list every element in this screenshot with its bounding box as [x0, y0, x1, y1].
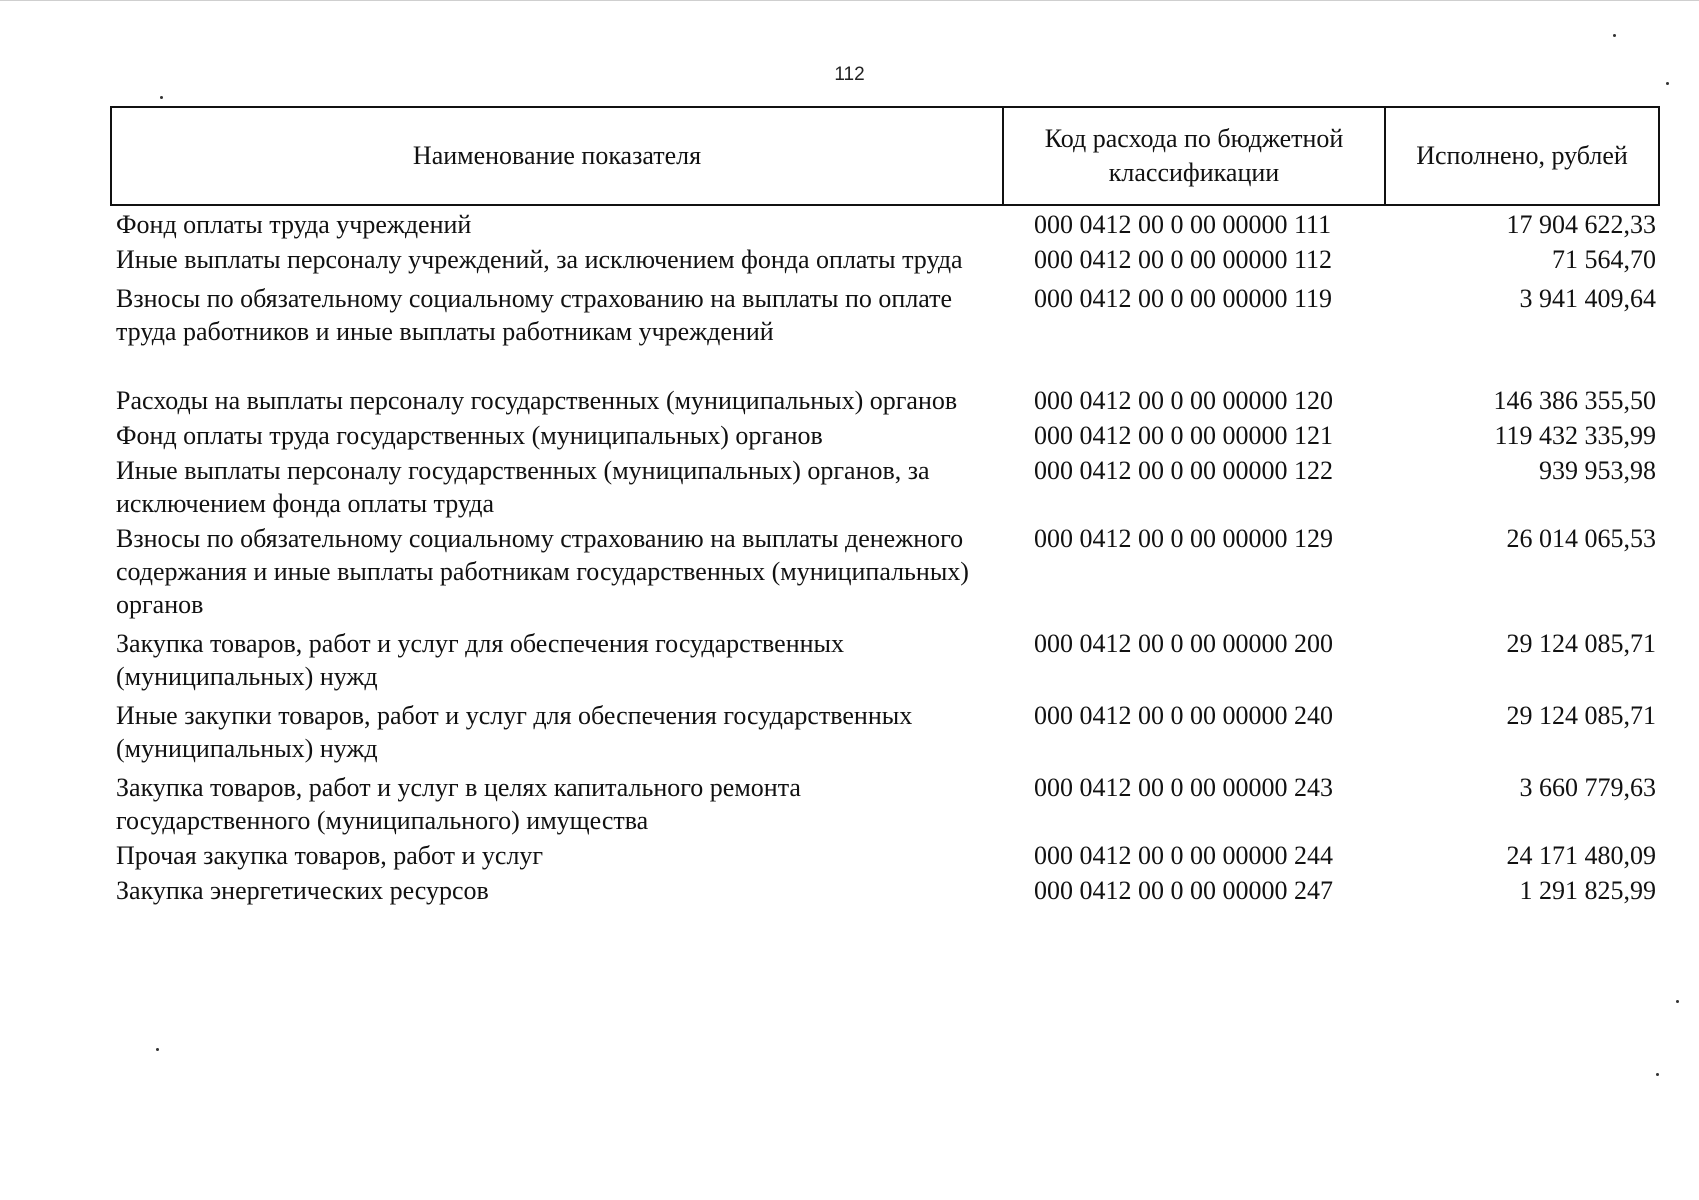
row-code: 000 0412 00 0 00 00000 243 [1034, 773, 1333, 802]
scan-speck [1676, 1000, 1679, 1003]
row-name: Иные выплаты персоналу государственных (муниципальных) органов, за исключением фонда оплаты труда [116, 456, 930, 518]
table-row [110, 206, 1658, 241]
row-name: Закупка товаров, работ и услуг в целях капитального ремонта государственного (муниципального) имущества [116, 773, 801, 835]
row-name: Фонд оплаты труда государственных (муниципальных) органов [116, 421, 823, 450]
row-name: Закупка товаров, работ и услуг для обеспечения государственных (муниципальных) нужд [116, 629, 845, 691]
row-amount: 26 014 065,53 [1506, 524, 1656, 553]
row-amount: 71 564,70 [1552, 245, 1656, 274]
row-amount: 3 941 409,64 [1519, 284, 1656, 313]
row-amount: 939 953,98 [1539, 456, 1656, 485]
header-amount: Исполнено, рублей [1385, 107, 1659, 205]
row-name: Иные закупки товаров, работ и услуг для обеспечения государственных (муниципальных) нужд [116, 701, 913, 763]
row-name: Иные выплаты персоналу учреждений, за исключением фонда оплаты труда [116, 245, 963, 274]
table-row [110, 417, 1658, 452]
table-row [110, 765, 1658, 837]
row-code: 000 0412 00 0 00 00000 121 [1034, 421, 1333, 450]
table-row [110, 837, 1658, 872]
row-code: 000 0412 00 0 00 00000 200 [1034, 629, 1333, 658]
row-code: 000 0412 00 0 00 00000 120 [1034, 386, 1333, 415]
row-code: 000 0412 00 0 00 00000 244 [1034, 841, 1333, 870]
row-amount: 24 171 480,09 [1506, 841, 1656, 870]
header-row [111, 107, 1659, 205]
row-name: Взносы по обязательному социальному страхованию на выплаты по оплате труда работников и иные выплаты работникам учреждений [116, 284, 953, 346]
row-name: Взносы по обязательному социальному страхованию на выплаты денежного содержания и иные выплаты работникам государственных (муниципальных) органов [116, 524, 969, 619]
row-amount: 146 386 355,50 [1493, 386, 1656, 415]
row-code: 000 0412 00 0 00 00000 119 [1034, 284, 1333, 313]
row-amount: 29 124 085,71 [1506, 629, 1656, 658]
table-row [110, 241, 1658, 276]
row-name: Расходы на выплаты персоналу государственных (муниципальных) органов [116, 386, 958, 415]
row-code: 000 0412 00 0 00 00000 112 [1034, 245, 1333, 274]
scan-speck [1656, 1073, 1659, 1076]
scan-speck [156, 1048, 159, 1051]
table-row [110, 693, 1658, 765]
budget-table [110, 106, 1658, 907]
page-number: 112 [834, 64, 865, 85]
row-code: 000 0412 00 0 00 00000 122 [1034, 456, 1333, 485]
scan-speck [1613, 34, 1616, 37]
table-row [110, 276, 1658, 348]
table-row [110, 452, 1658, 520]
row-name: Закупка энергетических ресурсов [116, 876, 489, 905]
row-amount: 29 124 085,71 [1506, 701, 1656, 730]
row-amount: 1 291 825,99 [1519, 876, 1656, 905]
row-name: Прочая закупка товаров, работ и услуг [116, 841, 544, 870]
header-code: Код расхода по бюджетной классификации [1003, 107, 1385, 205]
row-amount: 3 660 779,63 [1519, 773, 1656, 802]
table-row [110, 348, 1658, 417]
row-amount: 119 432 335,99 [1494, 421, 1656, 450]
scan-speck [160, 96, 163, 99]
table-row [110, 872, 1658, 907]
table-row [110, 520, 1658, 621]
table-header [110, 106, 1660, 206]
table-row [110, 621, 1658, 693]
header-name: Наименование показателя [111, 107, 1003, 205]
row-name: Фонд оплаты труда учреждений [116, 210, 472, 239]
scan-speck [1666, 82, 1669, 85]
row-code: 000 0412 00 0 00 00000 111 [1034, 210, 1332, 239]
page-top-edge [0, 0, 1699, 1]
table-body [110, 206, 1658, 907]
row-code: 000 0412 00 0 00 00000 240 [1034, 701, 1333, 730]
row-code: 000 0412 00 0 00 00000 129 [1034, 524, 1333, 553]
row-amount: 17 904 622,33 [1506, 210, 1656, 239]
row-code: 000 0412 00 0 00 00000 247 [1034, 876, 1333, 905]
